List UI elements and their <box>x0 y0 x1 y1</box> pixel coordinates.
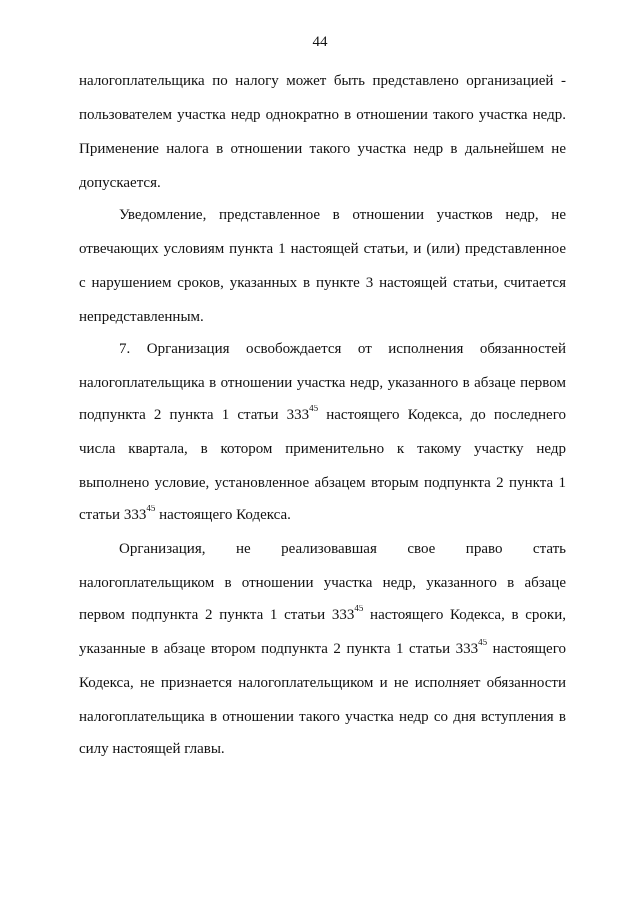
text-run: настоящего <box>487 641 566 657</box>
text-line: Применение налога в отношении такого участка недр в дальнейшем не <box>79 141 566 157</box>
text-line: налогоплательщика в отношении участка недр, указанного в абзаце первом <box>79 375 566 391</box>
text-line <box>79 405 566 425</box>
text-run: первом подпункта 2 пункта 1 статьи 333 <box>79 607 355 623</box>
text-run: подпункта 2 пункта 1 статьи 333 <box>79 407 310 423</box>
superscript: 45 <box>354 605 364 613</box>
text-line: налогоплательщика по налогу может быть представлено организацией - <box>79 73 566 89</box>
text-line: выполнено условие, установленное абзацем вторым подпункта 2 пункта 1 <box>79 475 566 491</box>
text-line: отвечающих условиям пункта 1 настоящей статьи, и (или) представленное <box>79 241 566 257</box>
superscript: 45 <box>146 505 156 513</box>
text-line: налогоплательщика в отношении такого участка недр со дня вступления в <box>79 709 566 725</box>
superscript: 45 <box>309 405 319 413</box>
text-line: числа квартала, в котором применительно к такому участку недр <box>79 441 566 457</box>
text-line: налогоплательщиком в отношении участка недр, указанного в абзаце <box>79 575 566 591</box>
text-run: указанные в абзаце втором подпункта 2 пункта 1 статьи 333 <box>79 641 479 657</box>
page-number: 44 <box>312 34 328 50</box>
text-line: с нарушением сроков, указанных в пункте 3 настоящей статьи, считается <box>79 275 566 291</box>
text-line: пользователем участка недр однократно в отношении такого участка недр. <box>79 107 566 123</box>
text-line: Уведомление, представленное в отношении участков недр, не <box>119 207 566 223</box>
text-line: непредставленным. <box>79 309 204 325</box>
text-line: 7. Организация освобождается от исполнения обязанностей <box>119 341 566 357</box>
text-run: настоящего Кодекса. <box>155 507 291 523</box>
text-line <box>79 639 566 659</box>
text-line: допускается. <box>79 175 161 191</box>
text-line <box>79 505 566 525</box>
text-line: силу настоящей главы. <box>79 741 225 757</box>
text-run: настоящего Кодекса, до последнего <box>318 407 566 423</box>
text-run: статьи 333 <box>79 507 147 523</box>
text-line: Кодекса, не признается налогоплательщиком и не исполняет обязанности <box>79 675 566 691</box>
text-line: Организация, не реализовавшая свое право стать <box>119 541 566 557</box>
text-line <box>79 605 566 625</box>
text-run: настоящего Кодекса, в сроки, <box>363 607 566 623</box>
superscript: 45 <box>478 639 488 647</box>
